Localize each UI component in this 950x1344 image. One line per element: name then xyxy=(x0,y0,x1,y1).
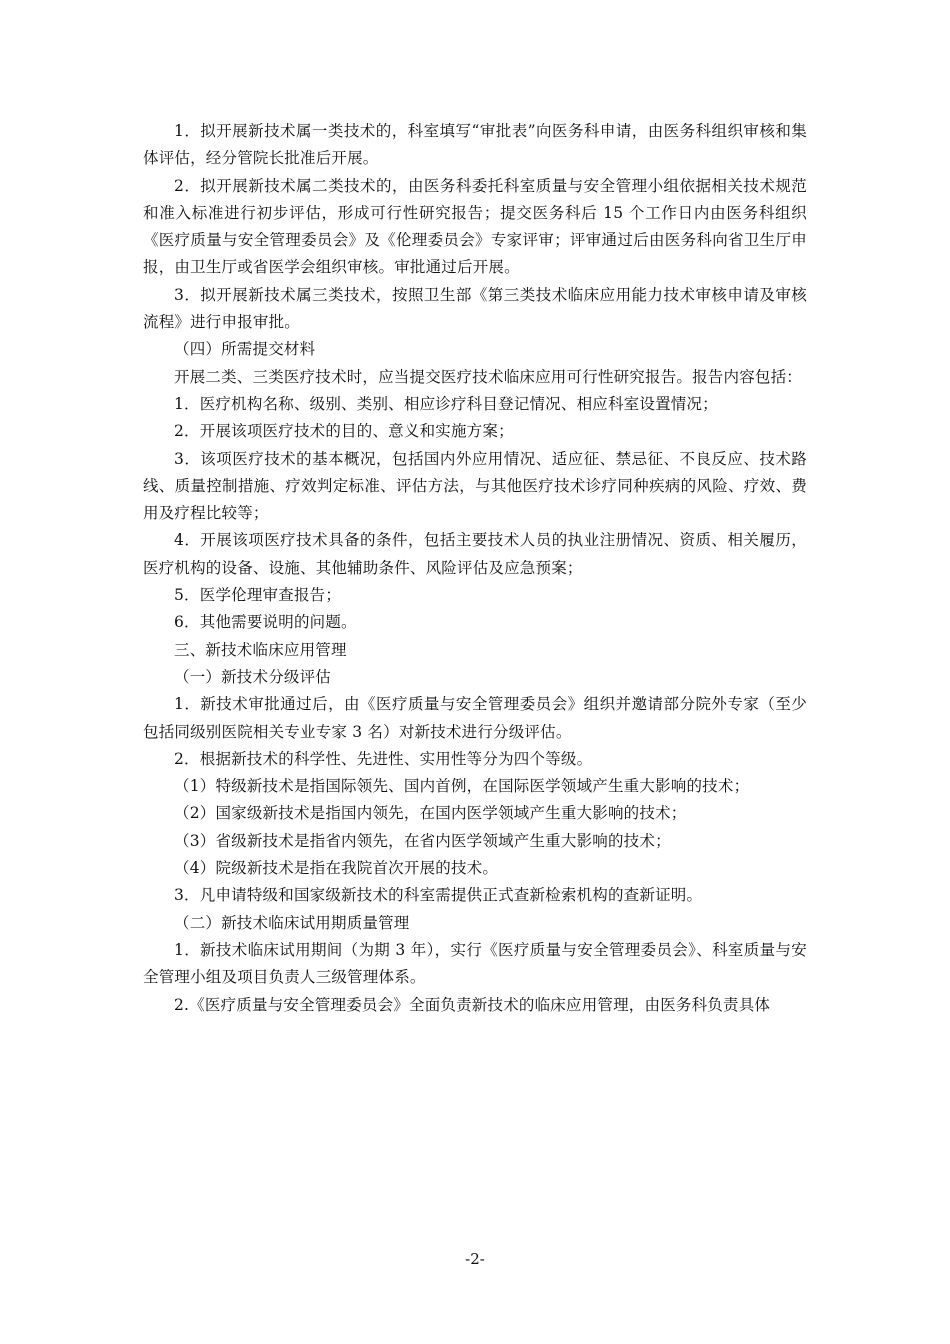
grade-item-4: （4）院级新技术是指在我院首次开展的技术。 xyxy=(174,859,499,878)
subsection-heading-grading: （一）新技术分级评估 xyxy=(174,667,332,686)
list-item-1: 1．医疗机构名称、级别、类别、相应诊疗科目登记情况、相应科室设置情况； xyxy=(174,394,718,413)
list-item-2: 2．开展该项医疗技术的目的、意义和实施方案； xyxy=(174,422,514,441)
section-heading-materials: （四）所需提交材料 xyxy=(174,340,316,359)
paragraph-3: 3．拟开展新技术属三类技术，按照卫生部《第三类技术临床应用能力技术审核申请及审核流程》进行申报审批。 xyxy=(143,285,807,332)
grade-item-3: （3）省级新技术是指省内领先，在省内医学领域产生重大影响的技术； xyxy=(174,831,671,850)
list-item-5: 5．医学伦理审查报告； xyxy=(174,586,342,605)
paragraph-14: 1．新技术审批通过后，由《医疗质量与安全管理委员会》组织并邀请部分院外专家（至少包括同级别医院相关专业专家 3 名）对新技术进行分级评估。 xyxy=(143,695,807,741)
paragraph-5: 开展二类、三类医疗技术时，应当提交医疗技术临床应用可行性研究报告。报告内容包括： xyxy=(174,367,803,386)
paragraph-23: 2.《医疗质量与安全管理委员会》全面负责新技术的临床应用管理，由医务科负责具体 xyxy=(174,995,771,1014)
list-item-3: 3．该项医疗技术的基本概况，包括国内外应用情况、适应征、禁忌征、不良反应、技术路线、质量控制措施、疗效判定标准、评估方法，与其他医疗技术诊疗同种疾病的风险、疗效、费用及疗程比较等； xyxy=(143,449,807,523)
paragraph-20: 3．凡申请特级和国家级新技术的科室需提供正式查新检索机构的查新证明。 xyxy=(174,886,703,905)
list-item-4: 4．开展该项医疗技术具备的条件，包括主要技术人员的执业注册情况、资质、相关履历，医疗机构的设备、设施、其他辅助条件、风险评估及应急预案； xyxy=(143,531,807,577)
grade-item-2: （2）国家级新技术是指国内领先，在国内医学领域产生重大影响的技术； xyxy=(174,804,687,823)
section-heading-clinical-management: 三、新技术临床应用管理 xyxy=(174,640,347,659)
paragraph-2: 2．拟开展新技术属二类技术的，由医务科委托科室质量与安全管理小组依据相关技术规范和准入标准进行初步评估，形成可行性研究报告；提交医务科后 15 个工作日内由医务科组织《医疗质量与安全管理委员会》及《伦理委员会》专家评审；评审通过后由医务科向省卫生厅申报，由卫生厅或省医学会组织审核。审批通过后开展。 xyxy=(143,176,807,277)
subsection-heading-trial-quality: （二）新技术临床试用期质量管理 xyxy=(174,913,410,932)
paragraph-22: 1．新技术临床试用期间（为期 3 年），实行《医疗质量与安全管理委员会》、科室质量与安全管理小组及项目负责人三级管理体系。 xyxy=(143,940,807,987)
paragraph-1: 1．拟开展新技术属一类技术的，科室填写“审批表”向医务科申请，由医务科组织审核和集体评估，经分管院长批准后开展。 xyxy=(143,122,807,168)
document-body xyxy=(143,118,807,1019)
page-number: -2- xyxy=(465,1250,485,1268)
paragraph-15: 2．根据新技术的科学性、先进性、实用性等分为四个等级。 xyxy=(174,749,593,768)
grade-item-1: （1）特级新技术是指国际领先、国内首例，在国际医学领域产生重大影响的技术； xyxy=(174,777,750,796)
list-item-6: 6．其他需要说明的问题。 xyxy=(174,613,357,632)
